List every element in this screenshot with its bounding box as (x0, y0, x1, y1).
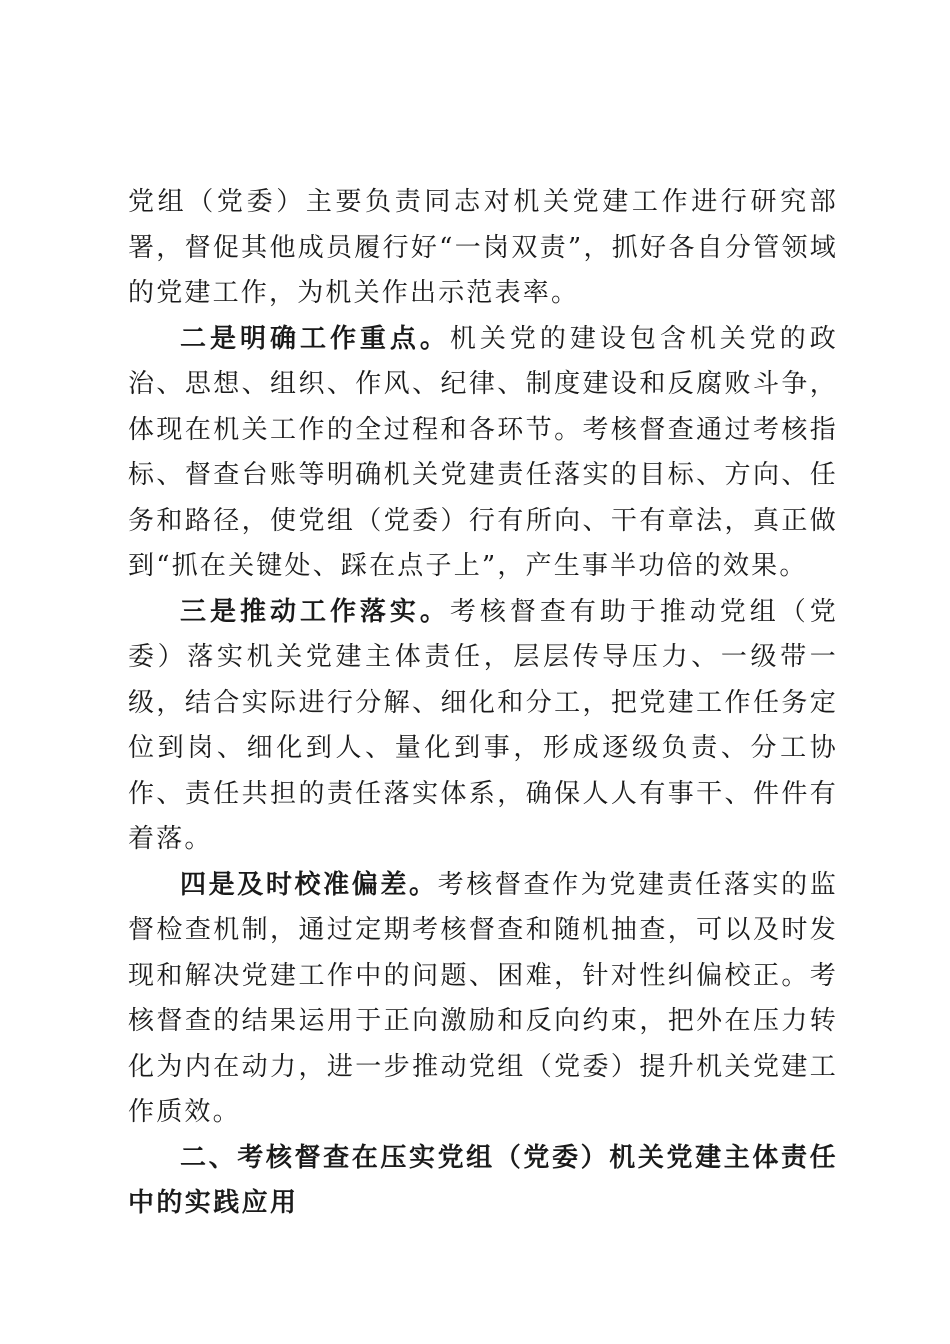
point-lead-2: 二是明确工作重点。 (180, 323, 450, 354)
point-paragraph-2 (128, 317, 838, 590)
point-lead-4: 四是及时校准偏差。 (180, 869, 438, 900)
point-body-4: 考核督查作为党建责任落实的监督检查机制，通过定期考核督查和随机抽查，可以及时发现和解决党建工作中的问题、困难，针对性纠偏校正。考核督查的结果运用于正向激励和反向约束，把外在压力转化为内在动力，进一步推动党组（党委）提升机关党建工作质效。 (128, 869, 838, 1127)
point-paragraph-3 (128, 590, 838, 863)
point-paragraph-4 (128, 863, 838, 1136)
section-heading: 二、考核督查在压实党组（党委）机关党建主体责任中的实践应用 (128, 1142, 838, 1218)
document-body (128, 180, 838, 1227)
continuation-paragraph: 党组（党委）主要负责同志对机关党建工作进行研究部署，督促其他成员履行好“一岗双责”，抓好各自分管领域的党建工作，为机关作出示范表率。 (128, 187, 838, 308)
point-lead-3: 三是推动工作落实。 (180, 596, 450, 627)
point-body-2: 机关党的建设包含机关党的政治、思想、组织、作风、纪律、制度建设和反腐败斗争，体现在机关工作的全过程和各环节。考核督查通过考核指标、督查台账等明确机关党建责任落实的目标、方向、任务和路径，使党组（党委）行有所向、干有章法，真正做到“抓在关键处、踩在点子上”，产生事半功倍的效果。 (128, 323, 838, 581)
point-body-3: 考核督查有助于推动党组（党委）落实机关党建主体责任，层层传导压力、一级带一级，结合实际进行分解、细化和分工，把党建工作任务定位到岗、细化到人、量化到事，形成逐级负责、分工协作、责任共担的责任落实体系，确保人人有事干、件件有着落。 (128, 596, 838, 854)
